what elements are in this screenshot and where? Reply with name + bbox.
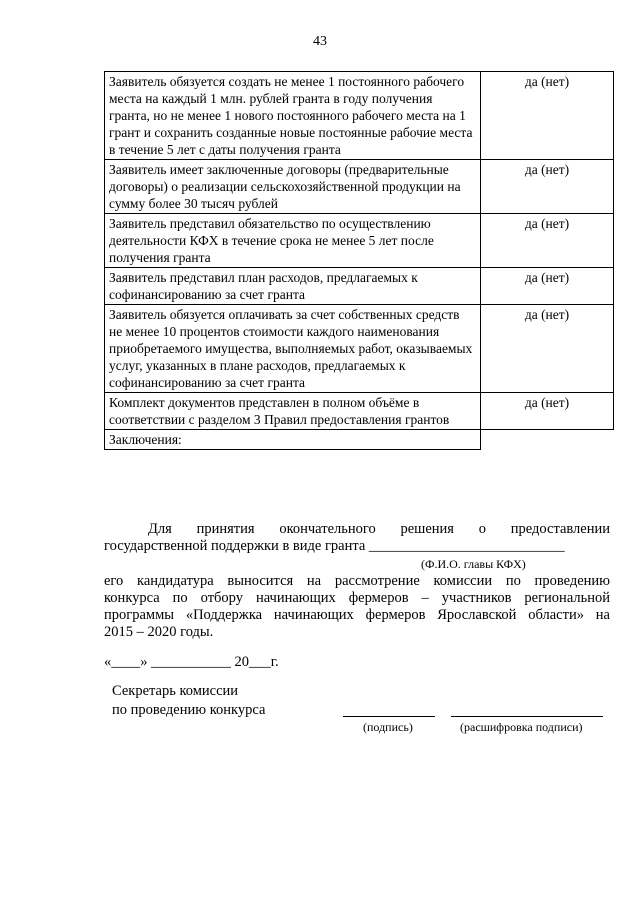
criteria-table	[104, 71, 614, 450]
answer-cell: да (нет)	[481, 305, 614, 393]
date-line: «____» ___________ 20___г.	[104, 654, 279, 670]
table-row	[105, 160, 614, 214]
criterion-cell: Заявитель обязуется оплачивать за счет собственных средств не менее 10 процентов стоимости каждого наименования приобретаемого имущества, выполняемых работ, оказываемых услуг, указанных в плане расходов, предлагаемых к софинансированию за счет гранта	[105, 305, 481, 393]
commission-line-4: 2015 – 2020 годы.	[104, 624, 214, 640]
answer-cell: да (нет)	[481, 268, 614, 305]
commission-paragraph	[104, 573, 610, 641]
decision-paragraph	[104, 521, 610, 555]
secretary-title-line-2: по проведению конкурса	[112, 702, 266, 718]
table-row	[105, 305, 614, 393]
table-row	[105, 214, 614, 268]
conclusion-row	[105, 430, 614, 450]
answer-cell: да (нет)	[481, 393, 614, 430]
criterion-cell: Заявитель имеет заключенные договоры (предварительные договоры) о реализации сельскохозяйственной продукции на сумму более 30 тысяч рублей	[105, 160, 481, 214]
signature-line	[343, 716, 435, 717]
answer-cell: да (нет)	[481, 160, 614, 214]
answer-cell: да (нет)	[481, 214, 614, 268]
criterion-cell: Заявитель представил обязательство по осуществлению деятельности КФХ в течение срока не менее 5 лет после получения гранта	[105, 214, 481, 268]
commission-line-1: его кандидатура выносится на рассмотрение комиссии по проведению	[104, 573, 610, 589]
signature-decoding-line	[451, 716, 603, 717]
fio-caption: (Ф.И.О. главы КФХ)	[421, 557, 526, 571]
signature-decoding-caption: (расшифровка подписи)	[460, 720, 583, 734]
decision-line-1: Для принятия окончательного решения о предоставлении	[148, 521, 610, 537]
conclusion-empty-cell	[481, 430, 614, 450]
signature-caption: (подпись)	[363, 720, 413, 734]
criterion-cell: Заявитель обязуется создать не менее 1 постоянного рабочего места на каждый 1 млн. рублей гранта в году получения гранта, но не менее 1 нового постоянного рабочего места на 1 грант и сохранить созданные новые постоянные рабочие места в течение 5 лет с даты получения гранта	[105, 72, 481, 160]
criterion-cell: Комплект документов представлен в полном объёме в соответствии с разделом 3 Правил предоставления грантов	[105, 393, 481, 430]
commission-line-3: программы «Поддержка начинающих фермеров Ярославской области» на	[104, 607, 610, 623]
commission-line-2: конкурса по отбору начинающих фермеров – участников региональной	[104, 590, 610, 606]
table-row	[105, 393, 614, 430]
table-row	[105, 72, 614, 160]
criterion-cell: Заявитель представил план расходов, предлагаемых к софинансированию за счет гранта	[105, 268, 481, 305]
secretary-block	[112, 682, 265, 720]
conclusion-label: Заключения:	[105, 430, 481, 450]
table-row	[105, 268, 614, 305]
decision-line-2: государственной поддержки в виде гранта ___________________________	[104, 538, 565, 554]
page-number: 43	[313, 34, 327, 49]
secretary-title-line-1: Секретарь комиссии	[112, 683, 239, 699]
answer-cell: да (нет)	[481, 72, 614, 160]
